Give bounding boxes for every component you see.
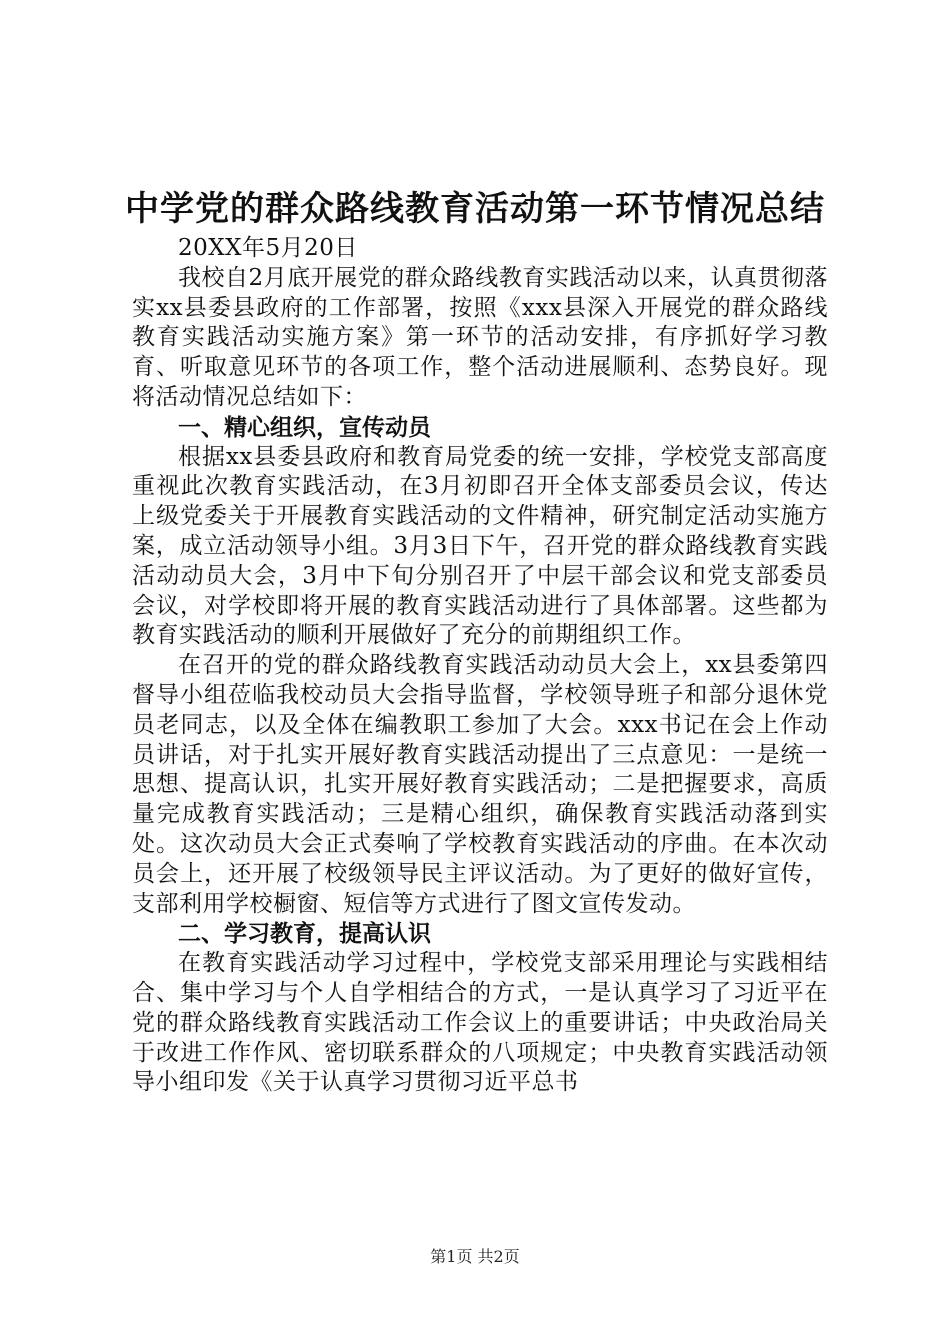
intro-paragraph: 我校自2月底开展党的群众路线教育实践活动以来，认真贯彻落实xx县委县政府的工作部署，按照《xxx县深入开展党的群众路线教育实践活动实施方案》第一环节的活动安排，有序抓好学习教育、听取意见环节的各项工作，整个活动进展顺利、态势良好。现将活动情况总结如下： (132, 264, 828, 410)
document-date: 20XX年5月20日 (178, 235, 358, 261)
section2-paragraph-1: 在教育实践活动学习过程中，学校党支部采用理论与实践相结合、集中学习与个人自学相结合的方式，一是认真学习了习近平在党的群众路线教育实践活动工作会议上的重要讲话；中央政治局关于改进工作作风、密切联系群众的八项规定；中央教育实践活动领导小组印发《关于认真学习贯彻习近平总书 (132, 950, 828, 1096)
document-body (132, 234, 828, 1098)
section-heading-2: 二、学习教育，提高认识 (178, 920, 431, 948)
page-footer: 第1页 共2页 (430, 1247, 520, 1266)
section1-paragraph-2: 在召开的党的群众路线教育实践活动动员大会上，xx县委第四督导小组莅临我校动员大会指导监督，学校领导班子和部分退休党员老同志，以及全体在编教职工参加了大会。xxx书记在会上作动员讲话，对于扎实开展好教育实践活动提出了三点意见：一是统一思想、提高认识，扎实开展好教育实践活动；二是把握要求，高质量完成教育实践活动；三是精心组织，确保教育实践活动落到实处。这次动员大会正式奏响了学校教育实践活动的序曲。在本次动员会上，还开展了校级领导民主评议活动。为了更好的做好宣传，支部利用学校橱窗、短信等方式进行了图文宣传发动。 (132, 652, 828, 917)
section1-paragraph-1: 根据xx县委县政府和教育局党委的统一安排，学校党支部高度重视此次教育实践活动，在3月初即召开全体支部委员会议，传达上级党委关于开展教育实践活动的文件精神，研究制定活动实施方案，成立活动领导小组。3月3日下午，召开党的群众路线教育实践活动动员大会，3月中下旬分别召开了中层干部会议和党支部委员会议，对学校即将开展的教育实践活动进行了具体部署。这些都为教育实践活动的顺利开展做好了充分的前期组织工作。 (132, 443, 828, 649)
document-title: 中学党的群众路线教育活动第一环节情况总结 (125, 189, 825, 229)
section-heading-1: 一、精心组织，宣传动员 (178, 413, 431, 441)
